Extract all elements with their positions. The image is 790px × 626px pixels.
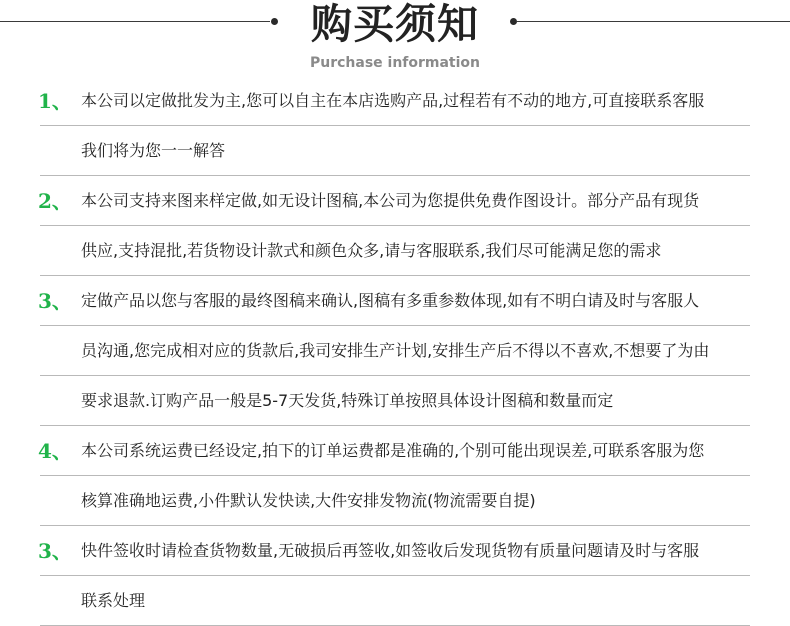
item-line: 要求退款.订购产品一般是5-7天发货,特殊订单按照具体设计图稿和数量而定	[40, 376, 750, 426]
item-line: 供应,支持混批,若货物设计款式和颜色众多,请与客服联系,我们尽可能满足您的需求	[40, 226, 750, 276]
item-line: 本公司支持来图来样定做,如无设计图稿,本公司为您提供免费作图设计。部分产品有现货	[40, 176, 750, 226]
notice-item	[0, 176, 790, 276]
item-number: 2、	[38, 189, 72, 213]
notice-item	[0, 526, 790, 626]
item-line: 员沟通,您完成相对应的货款后,我司安排生产计划,安排生产后不得以不喜欢,不想要了为由	[40, 326, 750, 376]
item-number: 1、	[38, 89, 72, 113]
item-line: 核算准确地运费,小件默认发快读,大件安排发物流(物流需要自提)	[40, 476, 750, 526]
item-line: 定做产品以您与客服的最终图稿来确认,图稿有多重参数体现,如有不明白请及时与客服人	[40, 276, 750, 326]
notice-item	[0, 76, 790, 176]
item-number: 4、	[38, 439, 72, 463]
page-subtitle: Purchase information	[309, 55, 481, 71]
item-number: 3、	[38, 289, 72, 313]
notice-list	[0, 76, 790, 626]
item-line: 我们将为您一一解答	[40, 126, 750, 176]
item-line: 联系处理	[40, 576, 750, 626]
item-number: 3、	[38, 539, 72, 563]
item-line: 快件签收时请检查货物数量,无破损后再签收,如签收后发现货物有质量问题请及时与客服	[40, 526, 750, 576]
item-line: 本公司系统运费已经设定,拍下的订单运费都是准确的,个别可能出现误差,可联系客服为您	[40, 426, 750, 476]
page-title: 购买须知	[311, 0, 479, 48]
item-line: 本公司以定做批发为主,您可以自主在本店选购产品,过程若有不动的地方,可直接联系客服	[40, 76, 750, 126]
notice-item	[0, 276, 790, 426]
section-header	[0, 0, 790, 80]
notice-item	[0, 426, 790, 526]
